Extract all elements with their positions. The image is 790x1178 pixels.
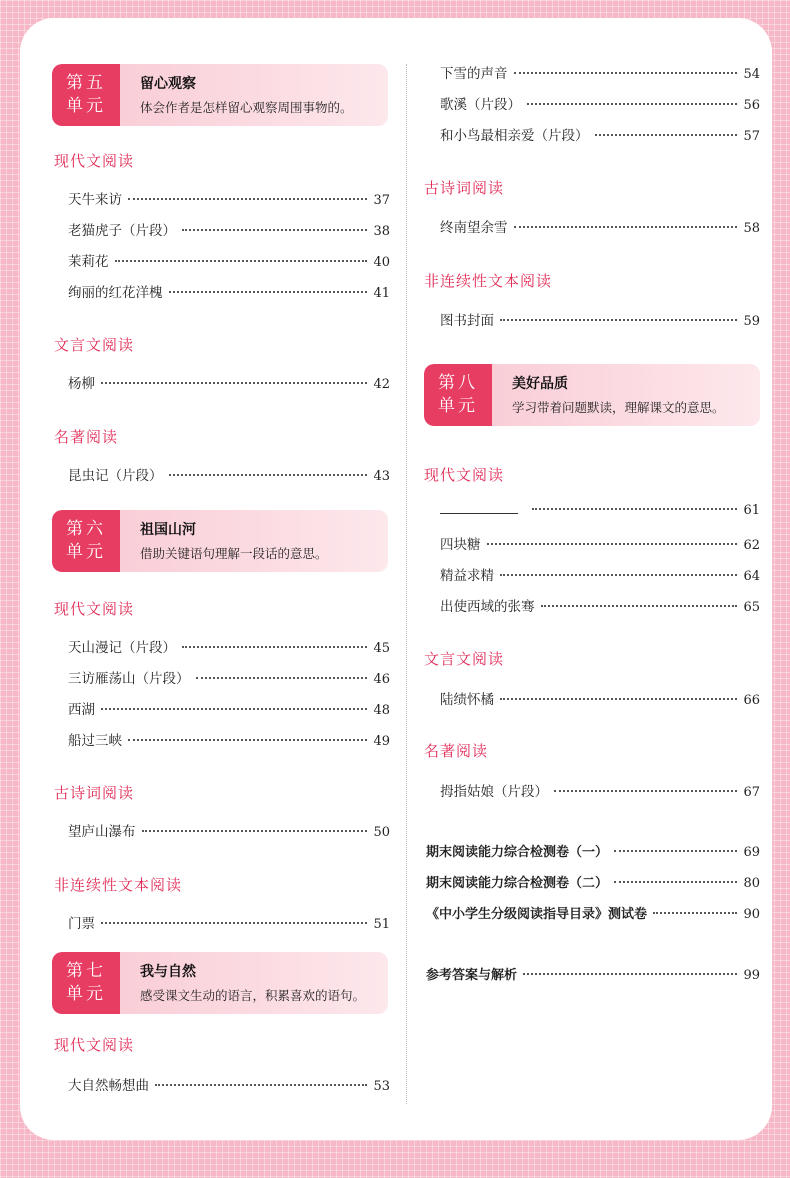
toc-entry[interactable]: 61 xyxy=(440,502,760,522)
toc-entry[interactable]: 门票 51 xyxy=(68,916,390,932)
toc-entry[interactable]: 陆绩怀橘 66 xyxy=(440,692,760,708)
unit-6-banner xyxy=(52,510,388,572)
toc-entry[interactable]: 出使西域的张骞 65 xyxy=(440,599,760,615)
toc-entry[interactable]: 歌溪（片段） 56 xyxy=(440,97,760,113)
toc-entry[interactable]: 下雪的声音 54 xyxy=(440,66,760,82)
unit-tag: 第七 单元 xyxy=(52,952,120,1014)
section-heading: 非连续性文本阅读 xyxy=(424,272,553,290)
section-heading: 现代文阅读 xyxy=(54,1036,135,1054)
section-heading: 古诗词阅读 xyxy=(424,179,505,197)
toc-entry[interactable]: 昆虫记（片段） 43 xyxy=(68,468,390,484)
unit-8-banner xyxy=(424,364,760,426)
unit-subtitle: 借助关键语句理解一段话的意思。 xyxy=(140,546,328,561)
unit-subtitle: 感受课文生动的语言，积累喜欢的语句。 xyxy=(140,988,366,1003)
unit-title: 留心观察 xyxy=(140,76,196,92)
section-heading: 文言文阅读 xyxy=(424,650,505,668)
toc-entry[interactable]: 拇指姑娘（片段） 67 xyxy=(440,784,760,800)
toc-entry[interactable]: 西湖 48 xyxy=(68,702,390,718)
unit-title: 美好品质 xyxy=(512,376,568,392)
answers-entry[interactable]: 参考答案与解析 99 xyxy=(426,968,760,983)
section-heading: 现代文阅读 xyxy=(54,152,135,170)
blank-title-line xyxy=(440,513,518,514)
unit-subtitle: 学习带着问题默读，理解课文的意思。 xyxy=(512,400,725,415)
test-entry[interactable]: 期末阅读能力综合检测卷（二） 80 xyxy=(426,876,760,891)
unit-subtitle: 体会作者是怎样留心观察周围事物的。 xyxy=(140,100,353,115)
toc-entry[interactable]: 绚丽的红花洋槐 41 xyxy=(68,285,390,301)
section-heading: 现代文阅读 xyxy=(54,600,135,618)
unit-title: 我与自然 xyxy=(140,964,196,980)
toc-entry[interactable]: 茉莉花 40 xyxy=(68,254,390,270)
toc-entry[interactable]: 图书封面 59 xyxy=(440,313,760,329)
section-heading: 古诗词阅读 xyxy=(54,784,135,802)
toc-entry[interactable]: 大自然畅想曲 53 xyxy=(68,1078,390,1094)
column-divider xyxy=(406,64,407,1104)
section-heading: 名著阅读 xyxy=(54,428,119,446)
toc-entry[interactable]: 望庐山瀑布 50 xyxy=(68,824,390,840)
unit-title: 祖国山河 xyxy=(140,522,196,538)
toc-entry[interactable]: 天山漫记（片段） 45 xyxy=(68,640,390,656)
toc-entry[interactable]: 三访雁荡山（片段） 46 xyxy=(68,671,390,687)
section-heading: 现代文阅读 xyxy=(424,466,505,484)
toc-entry[interactable]: 船过三峡 49 xyxy=(68,733,390,749)
toc-entry[interactable]: 和小鸟最相亲爱（片段） 57 xyxy=(440,128,760,144)
toc-entry[interactable]: 老猫虎子（片段） 38 xyxy=(68,223,390,239)
unit-7-banner xyxy=(52,952,388,1014)
section-heading: 非连续性文本阅读 xyxy=(54,876,183,894)
unit-5-banner xyxy=(52,64,388,126)
toc-entry[interactable]: 终南望余雪 58 xyxy=(440,220,760,236)
unit-tag: 第五 单元 xyxy=(52,64,120,126)
test-entry[interactable]: 《中小学生分级阅读指导目录》测试卷 90 xyxy=(426,907,760,922)
toc-entry[interactable]: 天牛来访 37 xyxy=(68,192,390,208)
unit-tag: 第八 单元 xyxy=(424,364,492,426)
toc-entry[interactable]: 杨柳 42 xyxy=(68,376,390,392)
test-entry[interactable]: 期末阅读能力综合检测卷（一） 69 xyxy=(426,845,760,860)
toc-entry[interactable]: 四块糖 62 xyxy=(440,537,760,553)
unit-tag: 第六 单元 xyxy=(52,510,120,572)
toc-entry[interactable]: 精益求精 64 xyxy=(440,568,760,584)
section-heading: 文言文阅读 xyxy=(54,336,135,354)
section-heading: 名著阅读 xyxy=(424,742,489,760)
